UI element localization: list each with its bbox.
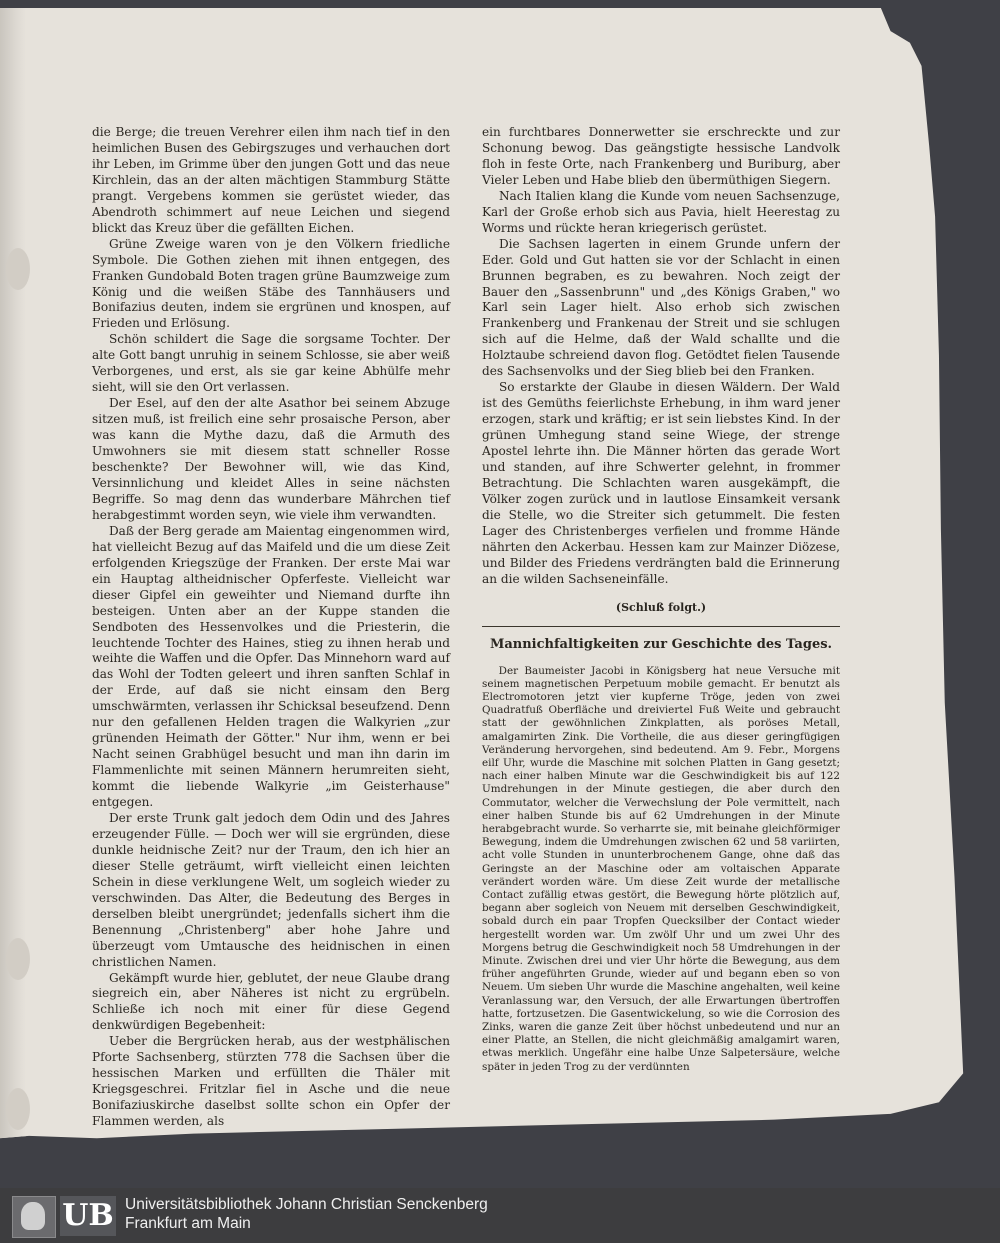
section-title: Mannichfaltigkeiten zur Geschichte des Tages. <box>489 636 833 652</box>
continuation-note: (Schluß folgt.) <box>615 600 707 614</box>
library-crest-logo <box>12 1196 56 1238</box>
paragraph: Daß der Berg gerade am Maientag eingenommen wird, hat vielleicht Bezug auf das Maifeld und die um diese Zeit erfolgenden Kriegszüge der Franken. Der erste Mai war ein Hauptag altheidnischer Opferfeste. Vielleicht war dieser Gipfel ein geweihter und Niemand durfte ihn besteigen. Unten aber an der Kuppe standen die Sendboten des Hessenvolkes und die Priesterin, die leuchtende Tochter des Haines, stieg zu ihnen herab und weihte die Waffen und die Opfer. Das Minnehorn ward auf das Wohl der Todten geleert und ihren sanften Schlaf in der Erde, auf daß sie nicht einsam den Berg umschwärmten, verlassen ihr Schicksal beseufzend. Denn nur den gefallenen Helden tragen die Walkyrien „zur grünenden Heimath der Götter." Nur ihm, wenn er bei Nacht seinen Grabhügel besucht und man ihn darin im Flammenlichte mit seinen Männern herumreiten sieht, kommt die liebende Walkyrie „im Geisterhause" entgegen. <box>92 523 450 810</box>
paragraph: Die Sachsen lagerten in einem Grunde unfern der Eder. Gold und Gut hatten sie vor der Schlacht in einen Brunnen begraben, es zu bewahren. Noch zeigt der Bauer den „Sassenbrunn" und „des Königs Graben," wo Karl sein Lager hielt. Also erhob sich zwischen Frankenberg und Frankenau der Streit und sie schlugen sich auf die Helme, daß der Wald schallte und die Holztaube schreiend davon flog. Getödtet fielen Tausende des Sachsenvolks und der Sieg blieb bei den Franken. <box>482 236 840 379</box>
paragraph: Ueber die Bergrücken herab, aus der westphälischen Pforte Sachsenberg, stürzten 778 die Sachsen über die hessischen Marken und erfüllten die Thäler mit Kriegsgeschrei. Fritzlar fiel in Asche und die neue Bonifaziuskirche daselbst sollte schon ein Opfer der Flammen werden, als <box>92 1034 450 1129</box>
paragraph: Gekämpft wurde hier, geblutet, der neue Glaube drang siegreich ein, aber Näheres ist nicht zu ergrübeln. Schließe ich noch mit einer für diese Gegend denkwürdigen Begebenheit: <box>92 970 450 1033</box>
paragraph: ein furchtbares Donnerwetter sie erschreckte und zur Schonung bewog. Das geängstigte hessische Landvolk floh in feste Orte, nach Frankenberg und Buriburg, aber Vieler Leben und Habe blieb den übermüthigen Siegern. <box>482 125 840 187</box>
ub-logo: UB <box>60 1196 116 1236</box>
portrait-icon <box>21 1202 45 1230</box>
binding-hole <box>6 938 30 980</box>
binding-hole <box>6 1088 30 1130</box>
left-text-column <box>92 125 450 1130</box>
paragraph: Nach Italien klang die Kunde vom neuen Sachsenzuge, Karl der Große erhob sich aus Pavia, hielt Heerestag zu Worms und rückte heran kriegerisch gerüstet. <box>482 188 840 235</box>
paragraph: Schön schildert die Sage die sorgsame Tochter. Der alte Gott bangt unruhig in seinem Schlosse, sie aber weiß Verborgenes, und erst, als sie gar keine Abhülfe mehr sieht, will sie den Ort verlassen. <box>92 332 450 395</box>
paragraph: Grüne Zweige waren von je den Völkern friedliche Symbole. Die Gothen ziehen mit ihnen entgegen, des Franken Gundobald Boten tragen grüne Baumzweige zum König und die weißen Stäbe des Tannhäusers und Bonifazius deuten, indem sie ergrünen und knospen, auf Frieden und Erlösung. <box>92 236 450 331</box>
library-name: Universitätsbibliothek Johann Christian Senckenberg <box>125 1196 488 1213</box>
paragraph: Der erste Trunk galt jedoch dem Odin und des Jahres erzeugender Fülle. — Doch wer will sie ergründen, diese dunkle heidnische Zeit? nur der Traum, den ich hier an dieser Stelle geträumt, wirft vielleicht einen leichten Schein in diese verklungene Welt, um sogleich wieder zu verschwinden. Das Alter, die Bedeutung des Berges in derselben bleibt unergründet; jedenfalls sichert ihm die Benennung „Christenberg" aber hohe Jahre und überzeugt vom Umtausche des heidnischen in einen christlichen Namen. <box>92 810 450 969</box>
paragraph: die Berge; die treuen Verehrer eilen ihm nach tief in den heimlichen Busen des Gebirgszuges und verhauchen dort ihr Leben, im Grimme über den jungen Gott und das neue Kirchlein, das an der alten mächtigen Stammburg Stätte prangt. Vergebens kommen sie gerüstet wieder, das Abendroth schimmert auf neue Leichen und siegend blickt das Kreuz über die gefällten Eichen. <box>92 125 450 235</box>
news-item <box>482 665 840 1074</box>
binding-hole <box>6 248 30 290</box>
paragraph: So erstarkte der Glaube in diesen Wäldern. Der Wald ist des Gemüths feierlichste Erhebung, in ihm ward jener erzogen, stark und kräftig; er ist sein liebstes Kind. In der grünen Umhegung stand seine Wiege, der strenge Apostel lehrte ihn. Die Männer hörten das gerade Wort und standen, auf ihre Schwerter gelehnt, in frommer Betrachtung. Die Schlachten waren ausgekämpft, die Völker zogen zurück und in lautlose Einsamkeit versank die Stelle, wo die Streiter sich getummelt. Die festen Lager des Christenberges verfielen und fromme Hände nährten den Ackerbau. Hessen kam zur Mainzer Diözese, und Bilder des Friedens verdrängten bald die Erinnerung an die wilden Sachseneinfälle. <box>482 380 840 586</box>
paragraph: Der Esel, auf den der alte Asathor bei seinem Abzuge sitzen muß, ist freilich eine sehr prosaische Person, aber was kann die Mythe dazu, daß die Armuth des Umwohners sie mit diesem statt schneller Rosse beschenkte? Der Bewohner will, wie das Kind, Versinnlichung und kleidet Alles in seine nächsten Begriffe. So mag denn das wunderbare Mährchen tief herabgestimmt worden seyn, wie viele ihm verwandten. <box>92 396 450 522</box>
paragraph: Der Baumeister Jacobi in Königsberg hat neue Versuche mit seinem magnetischen Perpetuum mobile gemacht. Er benutzt als Electromotoren jetzt vier kupferne Tröge, jeden von zwei Quadratfuß Oberfläche und dreiviertel Fuß Weite und gebraucht statt der gewöhnlichen Zinkplatten, als poröses Metall, amalgamirten Zink. Die Vortheile, die aus dieser geringfügigen Veränderung hervorgehen, sind bedeutend. Am 9. Febr., Morgens eilf Uhr, wurde die Maschine mit solchen Platten in Gang gesetzt; nach einer halben Minute war die Geschwindigkeit bis auf 122 Umdrehungen in der Minute gestiegen, die aber durch den Commutator, welcher die Verwechslung der Pole vermittelt, nach einer halben Stunde bis auf 62 Umdrehungen in der Minute herabgebracht wurde. So verharrte sie, mit beinahe gleichförmiger Bewegung, indem die Umdrehungen zwischen 62 und 58 variirten, acht volle Stunden in ununterbrochenem Gange, ohne daß das Geringste an der Maschine oder am voltaischen Apparate verändert worden wäre. Um diese Zeit wurde der metallische Contact zufällig etwas gestört, die Bewegung hörte plötzlich auf, begann aber sogleich von Neuem mit derselben Geschwindigkeit, sobald durch ein paar Tropfen Quecksilber der Contact wieder hergestellt worden war. Um zwölf Uhr und um zwei Uhr des Morgens betrug die Geschwindigkeit noch 58 Umdrehungen in der Minute. Zwischen drei und vier Uhr hörte die Bewegung, aus dem früher angeführten Grunde, wieder auf und begann eben so von Neuem. Um sieben Uhr wurde die Maschine angehalten, weil keine Veranlassung war, den Versuch, der alle Erwartungen übertroffen hatte, fortzusetzen. Die Gasentwickelung, so wie die Corrosion des Zinks, waren die ganze Zeit über höchst unbedeutend und nur an einer Platte, an Stellen, die nicht gleichmäßig amalgamirt waren, etwas merklich. Ungefähr eine halbe Unze Salpetersäure, welche später in jeden Trog zu der verdünnten <box>482 664 840 1073</box>
right-text-column <box>482 125 840 1074</box>
library-location: Frankfurt am Main <box>125 1215 251 1232</box>
section-divider <box>482 626 840 627</box>
library-footer <box>0 1188 1000 1243</box>
